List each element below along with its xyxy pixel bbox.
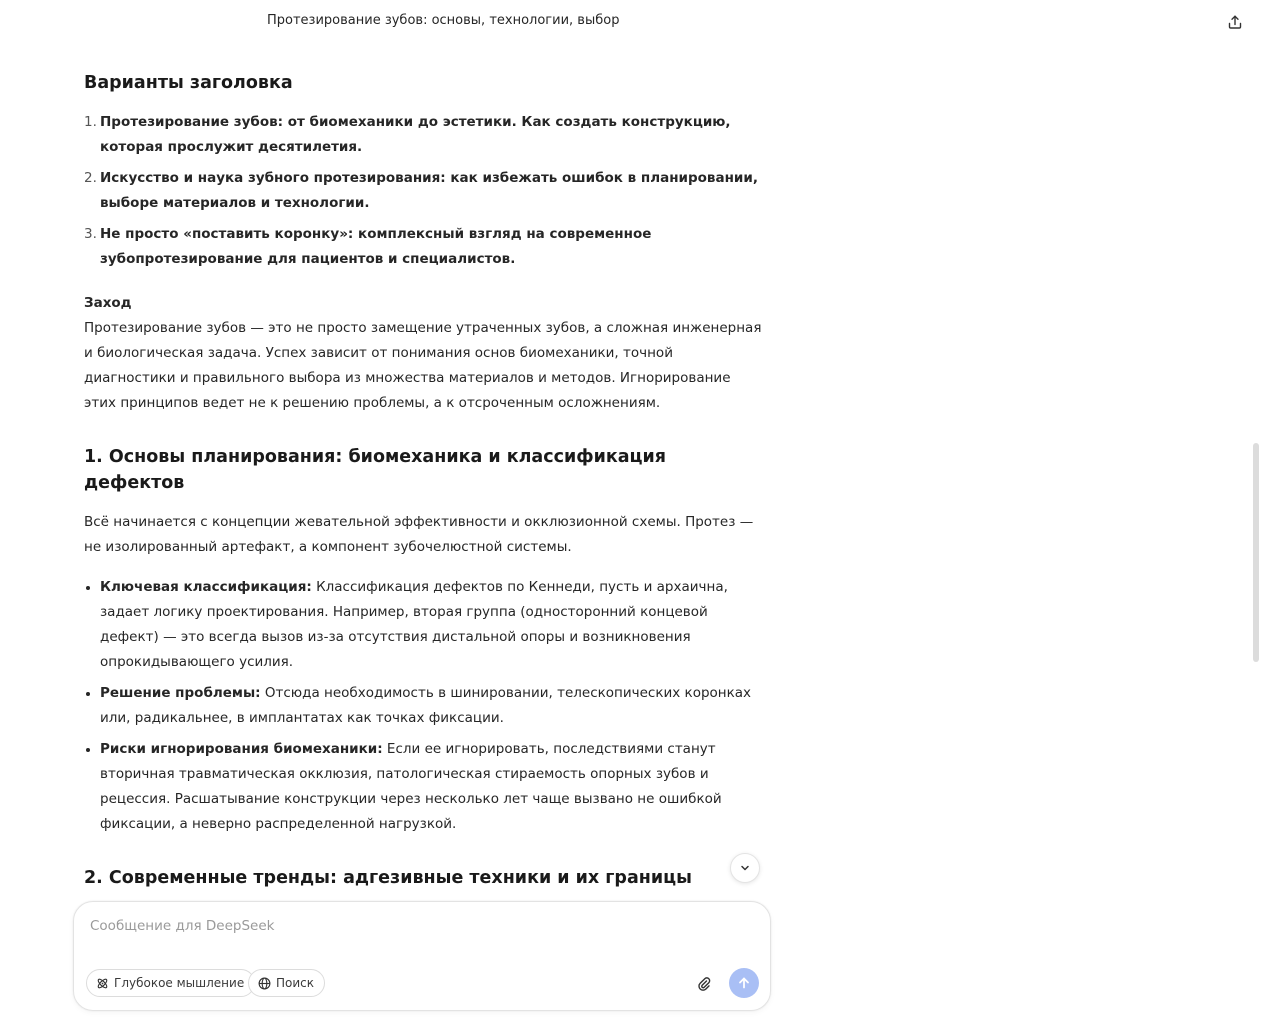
headline-options-list (84, 110, 764, 272)
list-item-text: Искусство и наука зубного протезирования: как избежать ошибок в планировании, выборе материалов и технологии. (100, 170, 758, 211)
list-item (84, 222, 764, 272)
deep-think-icon (96, 977, 109, 990)
section-1-title: 1. Основы планирования: биомеханика и классификация дефектов (84, 447, 667, 493)
send-button[interactable] (729, 968, 759, 998)
scrollbar-thumb[interactable] (1253, 443, 1259, 662)
list-number: 1. (84, 114, 97, 130)
search-toggle[interactable] (248, 969, 325, 997)
list-item (84, 737, 764, 837)
list-item-text: Протезирование зубов: от биомеханики до эстетики. Как создать конструкцию, которая прослужит десятилетия. (100, 114, 731, 155)
list-number: 3. (84, 226, 97, 242)
list-item (84, 681, 764, 731)
list-item-text: Не просто «поставить коронку»: комплексный взгляд на современное зубопротезирование для пациентов и специалистов. (100, 226, 652, 267)
assistant-message (84, 66, 764, 955)
bullet-text: Классификация дефектов по Кеннеди, пусть и архаична, задает логику проектирования. Например, вторая группа (односторонний концевой дефект) — это всегда вызов из-за отсутствия дистальной опоры и возникновения опрокидывающего усилия. (100, 579, 728, 670)
search-label: Поиск (276, 976, 315, 990)
scroll-to-bottom-button[interactable] (730, 853, 760, 883)
intro-label: Заход (84, 295, 132, 311)
share-button[interactable] (1224, 11, 1246, 33)
bullet-text: Отсюда необходимость в шинировании, телескопических коронках или, радикальнее, в имплантатах как точках фиксации. (100, 685, 752, 726)
bullet-label: Риски игнорирования биомеханики: (100, 741, 383, 757)
deep-think-toggle[interactable] (86, 969, 255, 997)
section-1-paragraph: Всё начинается с концепции жевательной эффективности и окклюзионной схемы. Протез — не изолированный артефакт, а компонент зубочелюстной системы. (84, 514, 754, 555)
bullet-label: Ключевая классификация: (100, 579, 312, 595)
bullet-label: Решение проблемы: (100, 685, 261, 701)
section-1-bullets (84, 575, 764, 837)
bullet-icon (86, 586, 90, 590)
list-item (84, 575, 764, 675)
message-input[interactable] (90, 914, 750, 938)
section-2-title: 2. Современные тренды: адгезивные техники и их границы (84, 868, 692, 888)
message-composer (73, 901, 771, 1011)
share-upload-icon (1227, 14, 1243, 30)
list-item (84, 110, 764, 160)
headline-section-title: Варианты заголовка (84, 73, 293, 93)
intro-paragraph: Протезирование зубов — это не просто замещение утраченных зубов, а сложная инженерная и биологическая задача. Успех зависит от понимания основ биомеханики, точной диагностики и правильного выбора из множества материалов и методов. Игнорирование этих принципов ведет не к решению проблемы, а к отсроченным осложнениям. (84, 320, 762, 411)
deep-think-label: Глубокое мышление (114, 976, 245, 990)
bullet-text: Если ее игнорировать, последствиями станут вторичная травматическая окклюзия, патологическая стираемость опорных зубов и рецессия. Расшатывание конструкции через несколько лет чаще вызвано не ошибкой фиксации, а неверно распределенной нагрузкой. (100, 741, 722, 832)
bullet-icon (86, 748, 90, 752)
globe-icon (258, 977, 271, 990)
bullet-icon (86, 692, 90, 696)
chat-title: Протезирование зубов: основы, технологии, выбор (267, 13, 620, 28)
paperclip-icon (696, 976, 712, 992)
arrow-up-icon (737, 976, 751, 990)
list-item (84, 166, 764, 216)
attach-file-button[interactable] (694, 974, 714, 994)
chevron-down-icon (739, 862, 751, 874)
top-bar (0, 0, 1263, 44)
list-number: 2. (84, 170, 97, 186)
